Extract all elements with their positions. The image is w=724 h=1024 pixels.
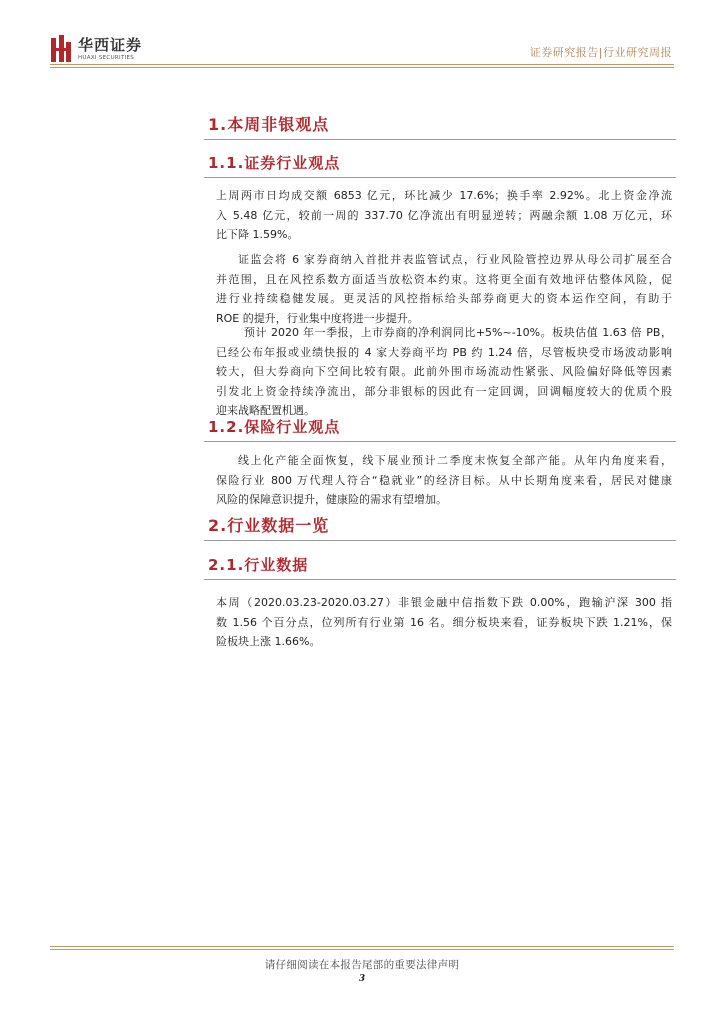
text-line: 险板块上涨 1.66%。 <box>216 635 321 648</box>
logo-chinese-name: 华西证券 <box>78 35 143 54</box>
paragraph-insurance <box>216 451 672 510</box>
report-type-label: 证券研究报告|行业研究周报 <box>529 46 672 59</box>
footer-divider-secondary <box>50 949 674 950</box>
section-heading-1: 1.本周非银观点 <box>208 115 330 134</box>
section-heading-2-1-rule <box>204 579 676 580</box>
section-heading-2-1: 2.1.行业数据 <box>208 556 309 574</box>
paragraph-securities-regulation <box>216 250 672 328</box>
page-number: 3 <box>358 974 366 984</box>
text-line: 证监会将 6 家券商纳入首批并表监管试点，行业风险管控边界从母公司扩展至合 <box>238 253 672 266</box>
header-divider-secondary <box>50 67 674 68</box>
text-line: 风险的保障意识提升，健康险的需求有望增加。 <box>216 493 447 506</box>
section-heading-1-2-rule <box>204 441 676 442</box>
section-heading-2-rule <box>204 540 676 541</box>
text-line: 线上化产能全面恢复，线下展业预计二季度末恢复全部产能。从年内角度来看， <box>238 454 672 467</box>
text-line: 上周两市日均成交额 6853 亿元，环比减少 17.6%；换手率 2.92%。北上资金净流 <box>216 189 672 202</box>
header-divider <box>50 64 674 65</box>
section-heading-2: 2.行业数据一览 <box>208 516 330 535</box>
company-logo <box>50 34 142 64</box>
paragraph-securities-outlook <box>216 323 672 421</box>
section-heading-1-2: 1.2.保险行业观点 <box>208 418 341 436</box>
text-line: ROE 的提升，行业集中度将进一步提升。 <box>216 311 419 325</box>
text-line: 预计 2020 年一季报，上市券商的净利润同比+5%~-10%。板块估值 1.63 倍 PB， <box>244 326 672 339</box>
text-line: 已经公布年报或业绩快报的 4 家大券商平均 PB 约 1.24 倍，尽管板块受市场波动影响 <box>216 345 672 359</box>
text-line: 入 5.48 亿元，较前一周的 337.70 亿净流出有明显逆转；两融余额 1.08 万亿元，环 <box>216 208 672 222</box>
text-line: 并范围，且在风控系数方面适当放松资本约束。这将更全面有效地评估整体风险，促 <box>216 272 672 286</box>
text-line: 数 1.56 个百分点，位列所有行业第 16 名。细分板块来看，证券板块下跌 1.21%，保 <box>216 615 672 629</box>
section-heading-1-1-rule <box>204 177 676 178</box>
text-line: 迎来战略配置机遇。 <box>216 404 315 417</box>
text-line: 比下降 1.59%。 <box>216 228 299 241</box>
section-heading-1-rule <box>204 139 676 140</box>
logo-english-name: HUAXI SECURITIES <box>78 54 135 61</box>
footer-divider <box>50 946 674 947</box>
text-line: 保险行业 800 万代理人符合“稳就业”的经济目标。从中长期角度来看，居民对健康 <box>216 473 672 487</box>
text-line: 较大，但大券商向下空间比较有限。此前外围市场流动性紧张、风险偏好降低等因素 <box>216 365 672 378</box>
text-line: 引发北上资金持续净流出，部分非银标的因此有一定回调，回调幅度较大的优质个股 <box>216 384 672 398</box>
section-heading-1-1: 1.1.证券行业观点 <box>208 154 341 172</box>
text-line: 本周（2020.03.23-2020.03.27）非银金融中信指数下跌 0.00%，跑输沪深 300 指 <box>216 596 672 609</box>
paragraph-securities-market <box>216 186 672 245</box>
text-line: 进行业持续稳健发展。更灵活的风控指标给头部券商更大的资本运作空间，有助于 <box>216 292 672 305</box>
legal-disclaimer-notice: 请仔细阅读在本报告尾部的重要法律声明 <box>264 959 460 971</box>
huaxi-logo-icon <box>50 34 72 64</box>
paragraph-industry-data <box>216 593 672 652</box>
